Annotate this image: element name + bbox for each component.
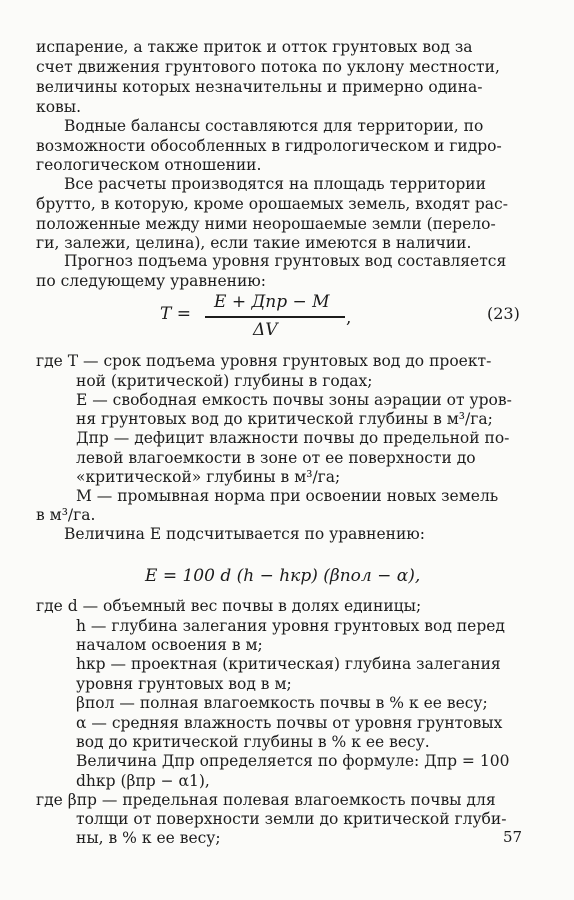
text-line: по следующему уравнению: xyxy=(36,272,267,290)
text-line: Величина E подсчитывается по уравнению: xyxy=(64,525,426,543)
text-line: ги, залежи, целина), если такие имеются в наличии. xyxy=(36,234,472,252)
formula-numerator: E + Дпр − M xyxy=(214,292,330,312)
formula-comma: , xyxy=(346,308,352,328)
text-line: уровня грунтовых вод в м; xyxy=(76,675,292,693)
formula-e: E = 100 d (h − hкр) (βпол − α), xyxy=(145,566,421,586)
text-line: брутто, в которую, кроме орошаемых земель, входят рас- xyxy=(36,195,508,213)
text-line: испарение, а также приток и отток грунтовых вод за xyxy=(36,38,473,56)
text-line: где βпр — предельная полевая влагоемкость почвы для xyxy=(36,791,496,809)
text-line: геологическом отношении. xyxy=(36,156,262,174)
text-line: вод до критической глубины в % к ее весу. xyxy=(76,733,430,751)
text-line: величины которых незначительны и примерно одина- xyxy=(36,78,483,96)
text-line: Водные балансы составляются для территории, по xyxy=(64,117,484,135)
formula-number: (23) xyxy=(487,304,520,323)
text-line: h — глубина залегания уровня грунтовых вод перед xyxy=(76,617,505,635)
text-line: Величина Дпр определяется по формуле: Дпр = 100 xyxy=(76,752,510,770)
text-line: dhкр (βпр − α1), xyxy=(76,772,210,790)
text-line: положенные между ними неорошаемые земли (перело- xyxy=(36,215,496,233)
text-line: Дпр — дефицит влажности почвы до предельной по- xyxy=(76,429,510,447)
text-line: где T — срок подъема уровня грунтовых вод до проект- xyxy=(36,352,492,370)
text-line: Прогноз подъема уровня грунтовых вод составляется xyxy=(64,252,507,270)
text-line: где d — объемный вес почвы в долях единицы; xyxy=(36,597,422,615)
text-line: ной (критической) глубины в годах; xyxy=(76,372,373,390)
text-line: ковы. xyxy=(36,98,82,116)
text-line: M — промывная норма при освоении новых земель xyxy=(76,487,499,505)
formula-denominator: ΔV xyxy=(253,320,278,340)
text-line: Все расчеты производятся на площадь территории xyxy=(64,175,486,193)
text-line: ны, в % к ее весу; xyxy=(76,829,221,847)
page-number: 57 xyxy=(503,828,523,846)
text-line: началом освоения в м; xyxy=(76,636,263,654)
text-line: α — средняя влажность почвы от уровня грунтовых xyxy=(76,714,503,732)
fraction-bar xyxy=(205,316,345,318)
formula-lhs: T = xyxy=(160,304,191,324)
text-line: βпол — полная влагоемкость почвы в % к ее весу; xyxy=(76,694,488,712)
text-line: возможности обособленных в гидрологическом и гидро- xyxy=(36,137,502,155)
text-line: ня грунтовых вод до критической глубины в м³/га; xyxy=(76,410,493,428)
text-line: толщи от поверхности земли до критической глуби- xyxy=(76,810,507,828)
text-line: «критической» глубины в м³/га; xyxy=(76,468,341,486)
text-line: левой влагоемкости в зоне от ее поверхности до xyxy=(76,449,476,467)
text-line: счет движения грунтового потока по уклону местности, xyxy=(36,58,500,76)
text-line: E — свободная емкость почвы зоны аэрации от уров- xyxy=(76,391,512,409)
formula-23 xyxy=(0,292,574,352)
text-line: в м³/га. xyxy=(36,506,96,524)
text-line: hкр — проектная (критическая) глубина залегания xyxy=(76,655,501,673)
